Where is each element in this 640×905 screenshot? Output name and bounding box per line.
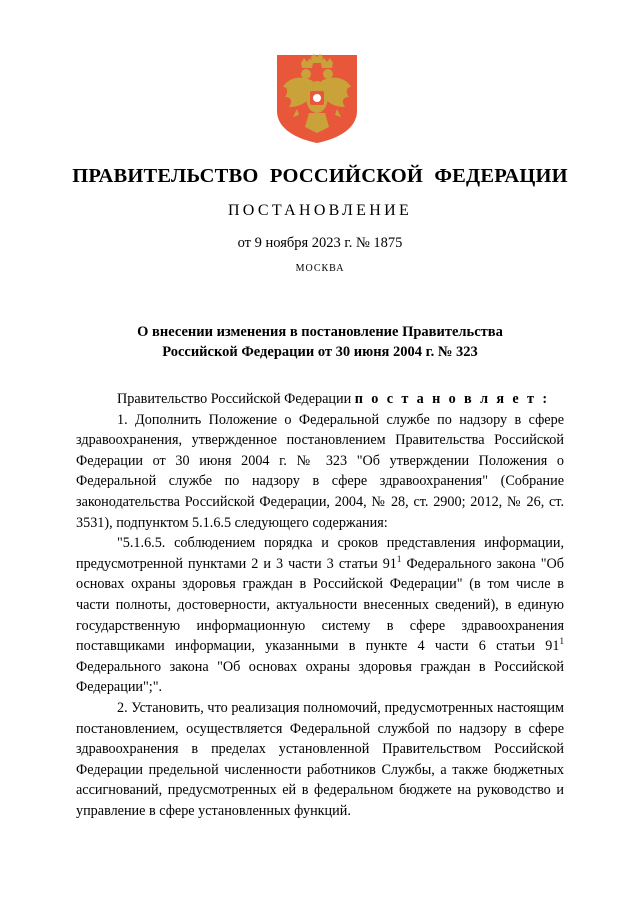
decrees-word: п о с т а н о в л я е т : — [354, 391, 550, 407]
document-body — [76, 389, 564, 821]
coat-of-arms-icon — [275, 53, 359, 145]
title-line-1: О внесении изменения в постановление Правительства — [137, 324, 503, 340]
paragraph-1: 1. Дополнить Положение о Федеральной службе по надзору в сфере здравоохранения, утвержденное постановлением Правительства Российской Федерации от 30 июня 2004 г. № 323 "Об утверждении Положения о Федеральной службе по надзору в сфере здравоохранения" (Собрание законодательства Российской Федерации, 2004, № 28, ст. 2900; 2012, № 26, ст. 3531), подпунктом 5.1.6.5 следующего содержания: — [76, 411, 564, 531]
superscript-1: 1 — [396, 553, 402, 564]
intro-text: Правительство Российской Федерации — [117, 391, 355, 407]
title-line-2: Российской Федерации от 30 июня 2004 г. № 323 — [162, 344, 478, 360]
quote-part-1: "5.1.6.5. соблюдением порядка и сроков представления информации, предусмотренной пунктами 2 и 3 части 3 статьи 91 — [76, 535, 564, 572]
quote-part-3: Федерального закона "Об основах охраны здоровья граждан в Российской Федерации";". — [76, 658, 564, 696]
document-city: МОСКВА — [295, 263, 345, 274]
government-name: ПРАВИТЕЛЬСТВО РОССИЙСКОЙ ФЕДЕРАЦИИ — [72, 165, 568, 187]
quoted-subclause — [76, 533, 564, 698]
document-type: ПОСТАНОВЛЕНИЕ — [227, 202, 413, 219]
paragraph-2: 2. Установить, что реализация полномочий, предусмотренных настоящим постановлением, осуществляется Федеральной службой по надзору в сфере здравоохранения в пределах установленной Правительством Российской Федерации предельной численности работников Службы, а также бюджетных ассигнований, предусмотренных ей в федеральном бюджете на руководство и управление в сфере установленных функций. — [76, 699, 564, 819]
superscript-2: 1 — [559, 636, 564, 647]
document-title — [60, 322, 580, 362]
document-date-number: от 9 ноября 2023 г. № 1875 — [237, 235, 403, 251]
intro-paragraph — [76, 389, 564, 410]
quote-part-2: Федерального закона "Об основах охраны здоровья граждан в Российской Федерации" (в том числе в части полноты, достоверности, актуальности внесенных сведений), в единую государственную информационную систему в сфере здравоохранения поставщиками информации, указанными в пункте 4 части 6 статьи 91 — [76, 555, 564, 655]
